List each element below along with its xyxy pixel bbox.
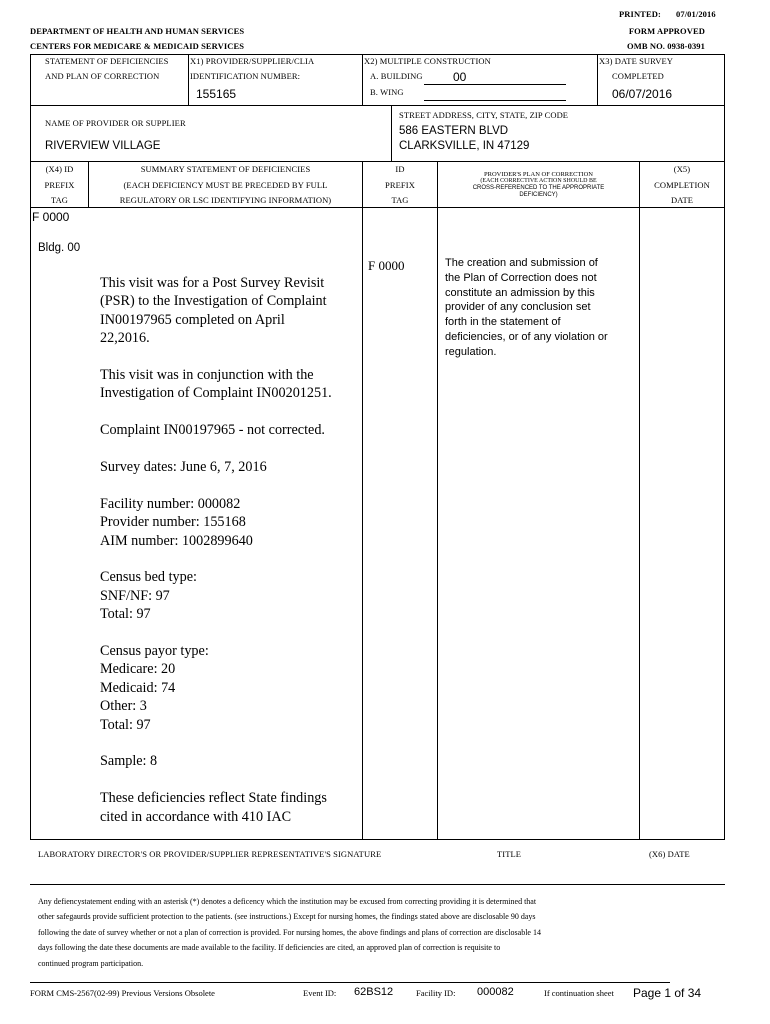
id-header-2: PREFIX (385, 180, 415, 190)
summary-line: Medicare: 20 (100, 661, 176, 678)
summary-paragraph (100, 366, 358, 403)
summary-line: Facility number: 000082 (100, 495, 241, 512)
summary-paragraph (100, 421, 358, 439)
summary-paragraph (100, 642, 358, 734)
summary-line: Survey dates: June 6, 7, 2016 (100, 459, 267, 476)
deficiency-summary (100, 274, 358, 826)
building-tag: Bldg. 00 (38, 242, 81, 254)
signature-label: LABORATORY DIRECTOR'S OR PROVIDER/SUPPLIER REPRESENTATIVE'S SIGNATURE (38, 849, 382, 859)
plan-header-2: (EACH CORRECTIVE ACTION SHOULD BE (480, 178, 597, 184)
summary-line: Total: 97 (100, 606, 151, 623)
summary-line: (PSR) to the Investigation of Complaint (100, 293, 327, 310)
summary-line: IN00197965 completed on April (100, 311, 285, 328)
summary-paragraph (100, 458, 358, 476)
summary-line: This visit was in conjunction with the (100, 367, 314, 384)
x5-header-3: DATE (670, 195, 694, 205)
survey-completed-date: 06/07/2016 (612, 87, 673, 101)
summary-line: cited in accordance with 410 IAC (100, 808, 292, 825)
x1-label-1: X1) PROVIDER/SUPPLIER/CLIA (190, 56, 315, 66)
id-header-3: TAG (391, 195, 409, 205)
right-prefix-tag: F 0000 (368, 258, 405, 273)
x3-label-1: X3) DATE SURVEY (599, 56, 674, 66)
plan-line: forth in the statement of (445, 316, 561, 329)
plan-header-3: CROSS-REFERENCED TO THE APPROPRIATE (472, 185, 605, 191)
summary-line: Provider number: 155168 (100, 514, 246, 531)
plan-of-correction (445, 256, 635, 360)
x5-header-2: COMPLETION (654, 180, 710, 190)
disclaimer-line: days following the date these documents are made available to the facility. If deficiencies are cited, an approved plan of correction is requisite to (38, 943, 501, 953)
id-header-1: ID (395, 164, 405, 174)
summary-line: 22,2016. (100, 330, 150, 347)
form-approved: FORM APPROVED (628, 26, 705, 36)
plan-line: constitute an admission by this (445, 286, 595, 299)
summary-line: Complaint IN00197965 - not corrected. (100, 422, 325, 439)
summary-paragraph (100, 274, 358, 348)
event-id-value: 62BS12 (354, 986, 394, 998)
provider-id-value: 155165 (196, 87, 237, 101)
summary-line: SNF/NF: 97 (100, 587, 170, 604)
page-number: Page 1 of 34 (633, 986, 702, 1000)
x4-header-3: TAG (50, 195, 69, 205)
title-label: TITLE (497, 849, 522, 859)
plan-line: provider of any conclusion set (445, 301, 591, 314)
summary-line: Total: 97 (100, 716, 151, 733)
summary-line: Other: 3 (100, 698, 147, 715)
provider-name-value: RIVERVIEW VILLAGE (45, 140, 161, 152)
address-line-1: 586 EASTERN BLVD (399, 125, 509, 137)
printed-date: 07/01/2016 (676, 9, 716, 19)
summary-line: This visit was for a Post Survey Revisit (100, 275, 325, 291)
disclaimer-line: continued program participation. (38, 958, 144, 968)
event-id-label: Event ID: (303, 988, 337, 998)
plan-header-4: DEFICIENCY) (519, 192, 558, 198)
summary-line: AIM number: 1002899640 (100, 532, 253, 549)
summary-paragraph (100, 789, 358, 826)
disclaimer-line: following the date of survey whether or not a plan of correction is provided. For nursing homes, the above findings and plans of correction are disclosable 14 (38, 927, 541, 937)
disclaimer-line: other safegaurds provide sufficient protection to the patients. (see instructions.) Except for nursing homes, the findings stated above are disclosable 90 days (38, 912, 536, 922)
department-title: DEPARTMENT OF HEALTH AND HUMAN SERVICES (30, 26, 245, 36)
cms-title: CENTERS FOR MEDICARE & MEDICAID SERVICES (30, 41, 245, 51)
summary-paragraph (100, 568, 358, 623)
facility-id-label: Facility ID: (416, 988, 456, 998)
x4-header-1: (X4) ID (45, 164, 74, 174)
summary-line: Census payor type: (100, 643, 209, 660)
x5-header-1: (X5) (673, 164, 691, 174)
x3-label-2: COMPLETED (612, 71, 664, 81)
summary-line: Census bed type: (100, 569, 197, 586)
printed-label: PRINTED: (619, 9, 661, 19)
x1-label-2: IDENTIFICATION NUMBER: (190, 71, 301, 81)
building-label: A. BUILDING (370, 71, 423, 81)
summary-line: Sample: 8 (100, 753, 158, 770)
provider-name-label: NAME OF PROVIDER OR SUPPLIER (45, 118, 186, 128)
form-number: FORM CMS-2567(02-99) Previous Versions Obsolete (30, 988, 215, 998)
plan-line: the Plan of Correction does not (445, 271, 597, 284)
summary-header-1: SUMMARY STATEMENT OF DEFICIENCIES (140, 164, 311, 174)
summary-header-2: (EACH DEFICIENCY MUST BE PRECEDED BY FULL (123, 180, 328, 190)
facility-id-value: 000082 (477, 986, 514, 998)
continuation-label: If continuation sheet (544, 988, 614, 998)
summary-line: Medicaid: 74 (100, 679, 176, 696)
summary-line: Investigation of Complaint IN00201251. (100, 385, 332, 402)
disclaimer (38, 894, 728, 971)
disclaimer-line: Any defiencystatement ending with an asterisk (*) denotes a deficency which the institution may be excused from correcting providing it is determined that (38, 897, 537, 906)
omb-number: OMB NO. 0938-0391 (627, 41, 705, 51)
address-line-2: CLARKSVILLE, IN 47129 (399, 140, 530, 152)
summary-line: These deficiencies reflect State findings (100, 790, 327, 807)
summary-header-3: REGULATORY OR LSC IDENTIFYING INFORMATION) (119, 195, 332, 205)
plan-header-1: PROVIDER'S PLAN OF CORRECTION (484, 171, 593, 178)
statement-label-1: STATEMENT OF DEFICIENCIES (45, 56, 169, 66)
address-label: STREET ADDRESS, CITY, STATE, ZIP CODE (399, 110, 569, 120)
summary-paragraph (100, 752, 358, 770)
x6-date-label: (X6) DATE (649, 849, 690, 859)
left-prefix-tag: F 0000 (32, 210, 70, 224)
plan-line: The creation and submission of (445, 257, 598, 269)
plan-line: deficiencies, or of any violation or (445, 330, 608, 343)
x4-header-2: PREFIX (44, 180, 75, 190)
statement-label-2: AND PLAN OF CORRECTION (45, 71, 160, 81)
wing-label: B. WING (370, 87, 404, 97)
x2-label: X2) MULTIPLE CONSTRUCTION (364, 56, 491, 66)
building-value: 00 (453, 70, 467, 84)
summary-paragraph (100, 495, 358, 550)
plan-line: regulation. (445, 345, 497, 358)
